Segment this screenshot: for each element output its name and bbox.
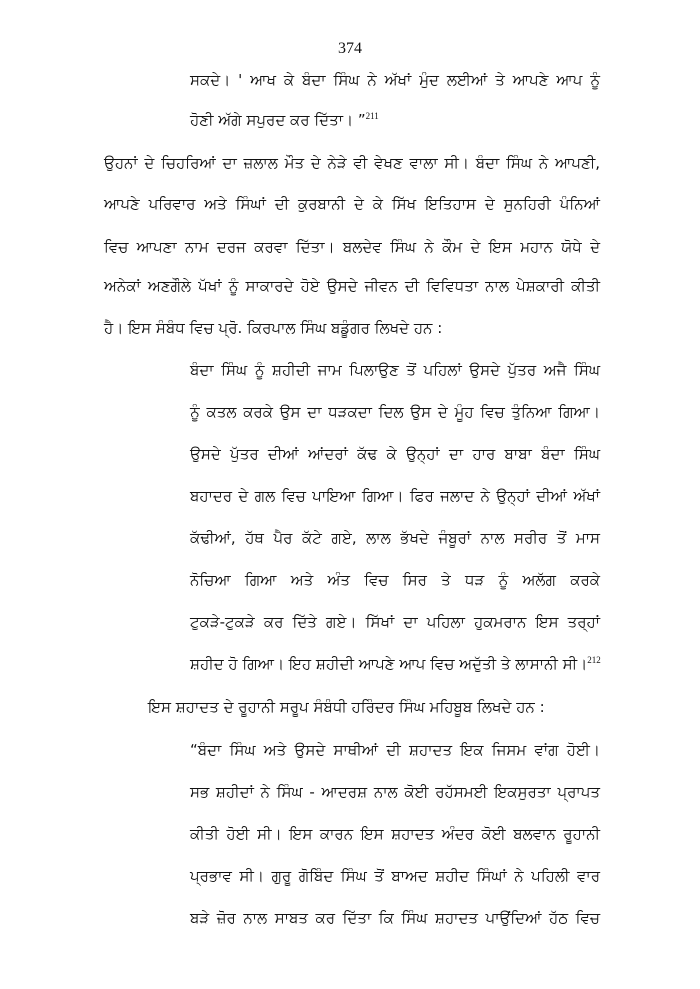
block-quote-line: ਟੁਕੜੇ-ਟੁਕੜੇ ਕਰ ਦਿੱਤੇ ਗਏ। ਸਿੱਖਾਂ ਦਾ ਪਹਿਲਾ ਹੁਕਮਰਾਨ ਇਸ ਤਰ੍ਹਾਂ (190, 613, 600, 631)
paragraph-line: ਉਹਨਾਂ ਦੇ ਚਿਹਰਿਆਂ ਦਾ ਜ਼ਲਾਲ ਮੌਤ ਦੇ ਨੇੜੇ ਵੀ ਵੇਖਣ ਵਾਲਾ ਸੀ। ਬੰਦਾ ਸਿੰਘ ਨੇ ਆਪਣੀ, (104, 154, 600, 172)
quote-continuation-text: ਹੋਣੀ ਅੱਗੇ ਸਪੁਰਦ ਕਰ ਦਿੱਤਾ। ” (190, 111, 366, 129)
block-quote-line: “ਬੰਦਾ ਸਿੰਘ ਅਤੇ ਉਸਦੇ ਸਾਥੀਆਂ ਦੀ ਸ਼ਹਾਦਤ ਇਕ ਜਿਸਮ ਵਾਂਗ ਹੋਈ। (190, 741, 600, 759)
block-quote-line: ਪ੍ਰਭਾਵ ਸੀ। ਗੁਰੂ ਗੋਬਿੰਦ ਸਿੰਘ ਤੋਂ ਬਾਅਦ ਸ਼ਹੀਦ ਸਿੰਘਾਂ ਨੇ ਪਹਿਲੀ ਵਾਰ (190, 867, 600, 885)
paragraph-line: ਆਪਣੇ ਪਰਿਵਾਰ ਅਤੇ ਸਿੰਘਾਂ ਦੀ ਕੁਰਬਾਨੀ ਦੇ ਕੇ ਸਿੱਖ ਇਤਿਹਾਸ ਦੇ ਸੁਨਹਿਰੀ ਪੰਨਿਆਂ (104, 195, 600, 213)
page-number: 374 (338, 40, 362, 57)
block-quote-line: ਸਭ ਸ਼ਹੀਦਾਂ ਨੇ ਸਿੰਘ - ਆਦਰਸ਼ ਨਾਲ ਕੋਈ ਰਹੱਸਮਈ ਇਕਸੁਰਤਾ ਪ੍ਰਾਪਤ (190, 783, 600, 801)
paragraph-line: ਹੈ। ਇਸ ਸੰਬੰਧ ਵਿਚ ਪ੍ਰੋ. ਕਿਰਪਾਲ ਸਿੰਘ ਬਡੂੰਗਰ ਲਿਖਦੇ ਹਨ : (104, 319, 443, 337)
block-quote-line (190, 654, 601, 674)
block-quote-line: ਨੂੰ ਕਤਲ ਕਰਕੇ ਉਸ ਦਾ ਧੜਕਦਾ ਦਿਲ ਉਸ ਦੇ ਮੂੰਹ ਵਿਚ ਤੁੰਨਿਆ ਗਿਆ। (190, 403, 600, 421)
paragraph-line: ਇਸ ਸ਼ਹਾਦਤ ਦੇ ਰੂਹਾਨੀ ਸਰੂਪ ਸੰਬੰਧੀ ਹਰਿੰਦਰ ਸਿੰਘ ਮਹਿਬੂਬ ਲਿਖਦੇ ਹਨ : (148, 698, 545, 716)
block-quote-line: ਨੋਚਿਆ ਗਿਆ ਅਤੇ ਅੰਤ ਵਿਚ ਸਿਰ ਤੇ ਧੜ ਨੂੰ ਅਲੱਗ ਕਰਕੇ (190, 571, 600, 589)
quote-continuation-line (190, 110, 379, 130)
block-quote-line: ਕੀਤੀ ਹੋਈ ਸੀ। ਇਸ ਕਾਰਨ ਇਸ ਸ਼ਹਾਦਤ ਅੰਦਰ ਕੋਈ ਬਲਵਾਨ ਰੂਹਾਨੀ (190, 825, 600, 843)
quote-continuation-line: ਸਕਦੇ। ' ਆਖ ਕੇ ਬੰਦਾ ਸਿੰਘ ਨੇ ਅੱਖਾਂ ਮੁੰਦ ਲਈਆਂ ਤੇ ਆਪਣੇ ਆਪ ਨੂੰ (190, 71, 600, 89)
block-quote-line: ਉਸਦੇ ਪੁੱਤਰ ਦੀਆਂ ਆਂਦਰਾਂ ਕੱਢ ਕੇ ਉਨ੍ਹਾਂ ਦਾ ਹਾਰ ਬਾਬਾ ਬੰਦਾ ਸਿੰਘ (190, 445, 600, 463)
footnote-marker: 211 (365, 111, 379, 121)
block-quote-line: ਕੱਢੀਆਂ, ਹੱਥ ਪੈਰ ਕੱਟੇ ਗਏ, ਲਾਲ ਭੱਖਦੇ ਜੰਬੂਰਾਂ ਨਾਲ ਸਰੀਰ ਤੋਂ ਮਾਸ (190, 529, 600, 547)
block-quote-line: ਬਹਾਦਰ ਦੇ ਗਲ ਵਿਚ ਪਾਇਆ ਗਿਆ। ਫਿਰ ਜਲਾਦ ਨੇ ਉਨ੍ਹਾਂ ਦੀਆਂ ਅੱਖਾਂ (190, 487, 600, 505)
block-quote-line: ਬੜੇ ਜ਼ੋਰ ਨਾਲ ਸਾਬਤ ਕਰ ਦਿੱਤਾ ਕਿ ਸਿੰਘ ਸ਼ਹਾਦਤ ਪਾਉਂਦਿਆਂ ਹੱਠ ਵਿਚ (190, 909, 600, 927)
paragraph-line: ਵਿਚ ਆਪਣਾ ਨਾਮ ਦਰਜ ਕਰਵਾ ਦਿੱਤਾ। ਬਲਦੇਵ ਸਿੰਘ ਨੇ ਕੌਮ ਦੇ ਇਸ ਮਹਾਨ ਯੋਧੇ ਦੇ (104, 238, 600, 256)
block-quote-line: ਬੰਦਾ ਸਿੰਘ ਨੂੰ ਸ਼ਹੀਦੀ ਜਾਮ ਪਿਲਾਉਣ ਤੋਂ ਪਹਿਲਾਂ ਉਸਦੇ ਪੁੱਤਰ ਅਜੈ ਸਿੰਘ (190, 361, 600, 379)
footnote-marker: 212 (587, 655, 601, 665)
paragraph-line: ਅਨੇਕਾਂ ਅਣਗੌਲੇ ਪੱਖਾਂ ਨੂੰ ਸਾਕਾਰਦੇ ਹੋਏ ਉਸਦੇ ਜੀਵਨ ਦੀ ਵਿਵਿਧਤਾ ਨਾਲ ਪੇਸ਼ਕਾਰੀ ਕੀਤੀ (104, 277, 600, 295)
block-quote-text: ਸ਼ਹੀਦ ਹੋ ਗਿਆ। ਇਹ ਸ਼ਹੀਦੀ ਆਪਣੇ ਆਪ ਵਿਚ ਅਦੁੱਤੀ ਤੇ ਲਾਸਾਨੀ ਸੀ। (190, 655, 588, 673)
